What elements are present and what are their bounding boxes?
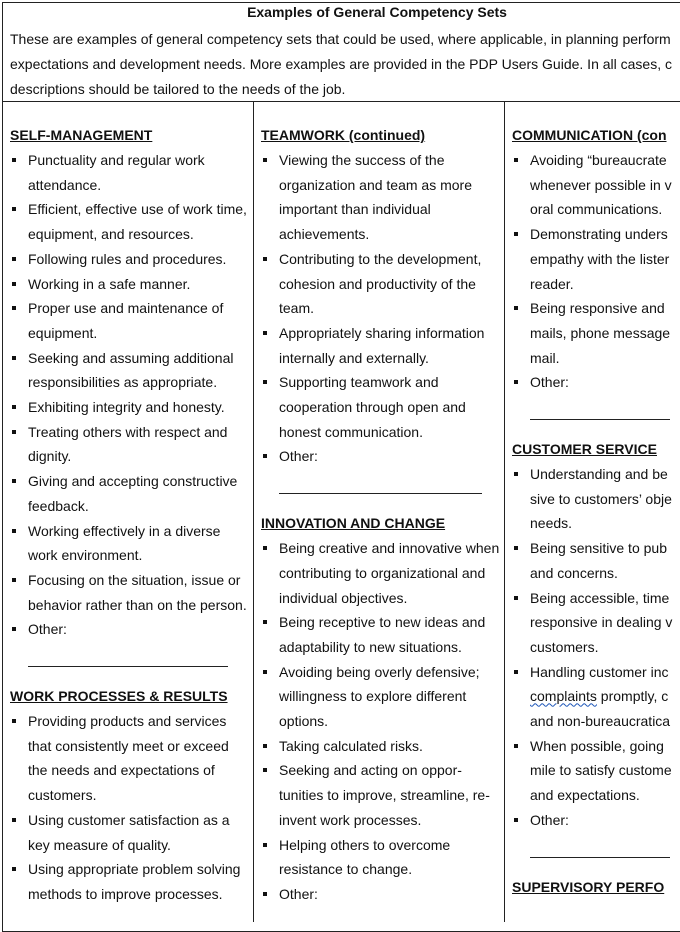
customer-service-list (512, 462, 680, 833)
intro-paragraph (10, 27, 680, 102)
other-blank-line (530, 395, 670, 420)
list-item-other: Other: (261, 882, 503, 907)
list-item: Supporting teamwork and cooperation through open and honest communication. (261, 370, 503, 444)
list-item: Avoiding being overly defensive; willingness to explore different options. (261, 660, 503, 734)
section-title-supervisory: SUPERVISORY PERFO (512, 878, 665, 895)
list-item-other: Other: (261, 444, 503, 469)
section-title-communication: COMMUNICATION (con (512, 127, 667, 143)
list-item: Being responsive and mails, phone message mail. (512, 296, 680, 370)
list-item: Using customer satisfaction as a key measure of quality. (10, 808, 252, 857)
column-right (512, 123, 680, 900)
list-item: Seeking and acting on oppor-tunities to improve, streamline, re-invent work processes. (261, 758, 503, 832)
list-item: Using appropriate problem solving methods to improve processes. (10, 857, 252, 906)
list-item: Taking calculated risks. (261, 734, 503, 759)
other-blank-line (28, 642, 228, 667)
section-title-customer-service: CUSTOMER SERVICE (512, 441, 657, 458)
section-title-teamwork: TEAMWORK (continued) (261, 127, 426, 143)
list-item: Seeking and assuming additional responsibilities as appropriate. (10, 346, 252, 395)
spellcheck-underline: complaints (530, 688, 597, 705)
list-item: Demonstrating unders empathy with the lister reader. (512, 222, 680, 296)
communication-list (512, 148, 680, 395)
column-left (10, 123, 252, 907)
list-item: Viewing the success of the organization and team as more important than individual achievements. (261, 148, 503, 247)
list-item: Being receptive to new ideas and adaptability to new situations. (261, 610, 503, 659)
intro-line: descriptions should be tailored to the needs of the job. (10, 81, 346, 97)
section-title-self-management: SELF-MANAGEMENT (10, 127, 153, 143)
list-item: Handling customer inc complaints promptly, c and non-bureaucratica (512, 660, 680, 734)
list-item: Being creative and innovative when contributing to organizational and individual objectives. (261, 536, 503, 610)
list-item-other: Other: (10, 617, 252, 642)
list-item: Giving and accepting constructive feedback. (10, 469, 252, 518)
list-item: Following rules and procedures. (10, 247, 252, 272)
work-processes-list (10, 709, 252, 907)
column-divider (504, 101, 505, 922)
self-management-list (10, 148, 252, 642)
intro-line: expectations and development needs. More examples are provided in the PDP Users Guide. In all cases, c (10, 56, 672, 72)
list-item: Proper use and maintenance of equipment. (10, 296, 252, 345)
header-divider (2, 101, 680, 102)
list-item: Understanding and be sive to customers’ obje needs. (512, 462, 680, 536)
list-item: When possible, going mile to satisfy custome and expectations. (512, 734, 680, 808)
list-item: Contributing to the development, cohesion and productivity of the team. (261, 247, 503, 321)
section-title-work-processes: WORK PROCESSES & RESULTS (10, 688, 228, 705)
list-item-other: Other: (512, 370, 680, 395)
column-divider (253, 101, 254, 922)
list-item: Focusing on the situation, issue or behavior rather than on the person. (10, 568, 252, 617)
document-title: Examples of General Competency Sets (247, 4, 507, 20)
list-item: Being sensitive to pub and concerns. (512, 536, 680, 585)
intro-line: These are examples of general competency sets that could be used, where applicable, in planning perform (10, 31, 671, 47)
teamwork-list (261, 148, 503, 469)
other-blank-line (530, 833, 670, 858)
list-item: Punctuality and regular work attendance. (10, 148, 252, 197)
list-item: Treating others with respect and dignity. (10, 420, 252, 469)
list-item-other: Other: (512, 808, 680, 833)
list-item: Efficient, effective use of work time, equipment, and resources. (10, 197, 252, 246)
other-blank-line (279, 469, 482, 494)
list-item: Being accessible, time responsive in dealing v customers. (512, 586, 680, 660)
list-item: Exhibiting integrity and honesty. (10, 395, 252, 420)
list-item: Appropriately sharing information internally and externally. (261, 321, 503, 370)
list-item: Working in a safe manner. (10, 272, 252, 297)
list-item: Helping others to overcome resistance to change. (261, 833, 503, 882)
list-item: Providing products and services that consistently meet or exceed the needs and expectations of customers. (10, 709, 252, 808)
list-item: Working effectively in a diverse work environment. (10, 519, 252, 568)
innovation-list (261, 536, 503, 907)
column-middle (261, 123, 503, 907)
list-item: Avoiding “bureaucrate whenever possible in v oral communications. (512, 148, 680, 222)
section-title-innovation: INNOVATION AND CHANGE (261, 515, 446, 532)
